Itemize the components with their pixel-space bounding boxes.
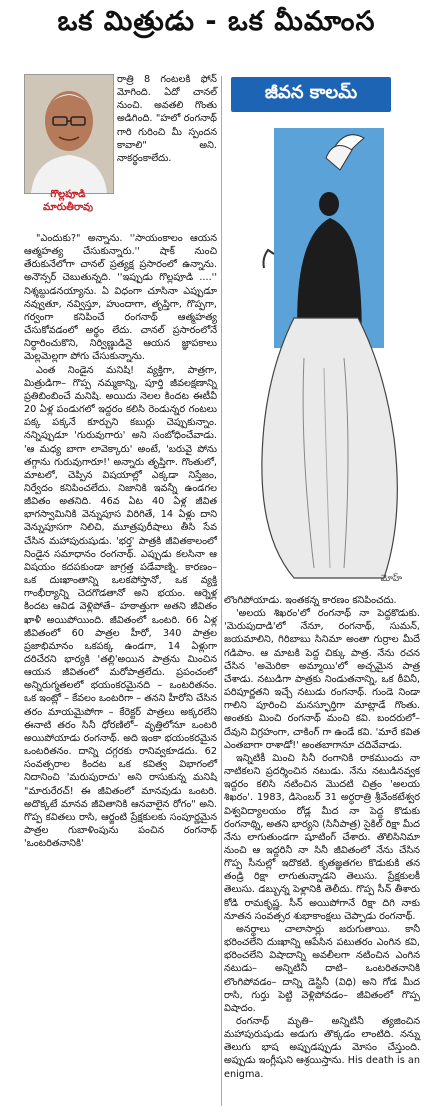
author-caption: గొల్లపూడి మారుతీరావు bbox=[42, 189, 94, 213]
right-paragraph: అనర్థాలు చాలాసార్లు జరుగుతాయి. కానీ భరించలేని దుఃఖాన్ని ఆపేసిన పటుతరం ఎంగిన కవి, భరించలేని విషాదాన్ని అవలీలగా నటించిన ఎంగిన నటుడు– అన్నిటినీ దాటి– ఒంటరితనానికి లొంగిపోవడం– దాన్ని డెస్టినీ (విధి) అని గోడ మీద రాసి, గుర్తు పెట్టి వెళ్లిపోవడం– జీవితంలో గొప్ప విషాదం. bbox=[224, 923, 420, 1014]
left-paragraph: ఎంత నిండైన మనిషి! వ్యక్తిగా, పాత్రగా, మిత్రుడిగా– గొప్ప నమ్మకాన్ని, పూర్తి జీవలక్షణాన్ని ప్రతిబింబించే మనిషి. అయిదు నెలల కిందట ఈటీవీ 20 ఏళ్ల పండుగలో ఇద్దరం కలిసి రెండున్నర గంటలు పక్క పక్కనే కూర్చుని కబుర్లు చెప్పుకున్నాం. నన్నిప్పుడూ 'గురువుగారు' అని సంబోధించేవాడు. 'ఆ మధ్య బాగా లావెక్కారు' అంటే, 'బరువై పోను తగ్గాను గురువుగారూ!' అన్నారు తృప్తిగా. గొంతులో, మాటలో, చెప్పిన విషయాల్లో ఎక్కడా నిస్తేజం, నిర్వేదం కనిపించలేదు. నిజానికి ఇవన్నీ ఉండగల జీవితం అతనిది. 46వ ఏట 40 ఏళ్ల జీవిత భాగస్వామినికి వెన్నుపూస విరిగితే, 14 ఏళ్లు దాని వెన్నుపూసగా నిలిచి, మూత్రపురీషాలు తీసి సేవ చేసిన మహాపురుషుడు. 'భర్త' పాత్రకి జీవితకాలంలో నిండైన సమాధానం రంగనాథ్. ఎప్పుడు కలసినా ఆ విషయం కదపకుండా జాగ్రత్త పడేవాణ్ని. కారణం– ఒక దుఃఖాంతాన్ని ఒలకపోస్తానో, ఒక వ్యక్తి గాంభీర్యాన్ని చెదగొడతానో అని భయం. ఆర్నెళ్ల కిందట ఆవిడ వెళ్లిపోతే– హఠాత్తుగా అతని జీవితం ఖాళీ అయిపోయింది. జీవితంలో ఒంటరి. 66 ఏళ్ల జీవితంలో 60 పాత్రల హీరో, 340 పాత్రల ప్రజాభిమానం ఒకపక్క ఉండగా, 14 ఏళ్లుగా దరిచేరని భార్యకి 'తల్లి'అయిన పాత్రను మించిన ఆయన జీవితంలో మరోపాత్రలేదు. ప్రపంచంలో అన్నిరుగ్మతలలో భయంకరమైనది – ఒంటరితనం. ఒక ఇంట్లో – కేవలం ఒంటరిగా – తనని హీరోని చేసిన తరం మాయమైపోగా – కేరెక్టర్ పాత్రలు అక్కరలేని ఈనాటి తరం సినీ ధోరణిలో– వృత్తిలోనూ ఒంటరి అయిపోయాడు రంగనాథ్. అది ఇంకా భయంకరమైన ఒంటరితనం. దాన్ని దగ్గరకు రానివ్వకూడదు. 62 సంవత్సరాల కిందట ఒక కవిత్వ విభాగంలో నిదానించి 'మరుపురాదు' అని రాసుకున్న మనిషి "మారురేరచ్! ఈ జీవితంలో మానవుడు ఒంటరి. అదొక్కటే మానవ జీవితానికి ఆనవాలైన రోగం" అని. గొప్ప కవితలు రాసి, ఆర్జంటి ప్రేక్షకులకు సంపూర్ణమైన పాత్రల గుబాళింపును పంచిన రంగనాథ్ 'ఒంటరితనానికి' bbox=[24, 364, 217, 850]
left-column bbox=[24, 232, 217, 850]
right-paragraph: రంగనాథ్ మృతి– అన్నిటినీ త్యజించిన మహాపురుషుడు అడుగు తొక్కడం లాంటిది. నన్ను తెలుగు భాష అప్పుడప్పుడు మోసం చేస్తుంది. అప్పుడు ఇంగ్లీషుని ఆశ్రయిస్తాను. His death is an enigma. bbox=[224, 1016, 420, 1080]
column-divider bbox=[221, 76, 222, 1106]
right-paragraph: 'అలయ శిఖరం'లో రంగనాథ్ నా పెద్దకొడుకు. 'మెరుపుదాడి'లో నేనూ, రంగనాథ్, సుమన్, జయమాలిని, గిరిబాబు సినిమా అంతా గుర్రాల మీదే గడిపాం. ఆ మాటకి పెద్ద చిక్కు పాత్ర. నేను రచన చేసిన 'అమెరికా అమ్మాయి'లో అచ్చమైన పాత్ర చేశాడు. నటుడిగా పాత్రకు నిండుతనాన్ని, ఒక ఠీవినీ, పరిపూర్ణతని ఇచ్చే నటుడు రంగనాథ్. గుండె నిండా గాలిని పూరించి మనస్ఫూర్తిగా మాట్లాడే గొంతు. అంతకు మించి రంగనాథ్ మంచి కవి. బందరులో–దేవుని విగ్రహంగా, చాకింగ్ గా ఉండే కవి. 'మారే కవిత ఎంతబాగా రాశాడో!' అంతబాగానూ చదివేవాడు. bbox=[224, 608, 420, 751]
left-paragraph: "ఎందుకు?" అన్నాను. ''సాయంకాలం ఆయన ఆత్మహత్య చేసుకున్నారు.'' షాక్ నుంచి తేరుకునేలోగా చానల్ ప్రత్యక్ష ప్రసారంలో ఉన్నాను. అనౌన్సర్ చెబుతున్నది. ''ఇప్పుడు గొల్లపూడి ....'' నిశ్శబ్దుడనయ్యాను. ఏ విధంగా చూసినా ఎప్పుడూ నవ్వుతూ, నవ్విస్తూ, హుందాగా, తృప్తిగా, గొప్పగా, గర్వంగా కనిపించే రంగనాథ్ ఆత్మహత్య చేసుకోవడంలో అర్థం లేదు. చానల్ ప్రసారంలోనే నిర్ధారించుకొని, నిర్విణ్ణుడినై ఆయన జ్ఞాపకాలు మెల్లమెల్లగా పోగు చేసుకున్నాను. bbox=[24, 233, 217, 363]
illustration-signature: మోహ్ bbox=[380, 574, 402, 584]
article-title: ఒక మిత్రుడు - ఒక మీమాంస bbox=[57, 6, 376, 37]
hanging-figure-illustration-icon bbox=[234, 118, 416, 588]
author-photo bbox=[24, 74, 114, 194]
intro-column bbox=[117, 73, 217, 165]
column-banner: జీవన కాలమ్ bbox=[231, 77, 391, 112]
right-paragraph: లొంగిపోయాడు. ఇంతకన్న కారణం కనిపించదు. bbox=[224, 595, 397, 606]
intro-paragraph: రాత్రి 8 గంటలకి ఫోన్ మోగింది. ఏదో చానల్ నుంచి. అవతలి గొంతు అడిగింది. "హలో రంగనాథ్ గారి గురించి మీ స్పందన కావాలి" అని. నాకర్థంకాలేదు. bbox=[117, 74, 217, 164]
right-paragraph: ఇన్నిటికీ మించి సినీ రంగానికి రాకముందు నా నాటికలని ప్రదర్శించిన నటుడు. నేను నటుడినవ్వక ఇద్దరం కలిసి నటించిన మొదటి చిత్రం 'అలయ శిఖరం'. 1983, డిసెంబర్ 31 అర్ధరాత్రి శ్రీవేంకటేశ్వర విశ్వవిద్యాలయం రోడ్ల మీద నా పెద్ద కొడుకు రంగనాథ్ని, అతని భార్యని (సినీపాత్ర) సైకిల్ రిక్షా మీద నేను లాగుతుండగా షూటింగ్ చేశారు. తొలిసినిమా నుంచి ఆ ఇద్దరినీ నా సినీ జీవితంలో నేను చేసిన గొప్ప సీనుల్లో ఇదొకటి. కృతజ్ఞతగల కొడుకుకి తన తండ్రి రిక్షా లాగుతున్నాడని తెలుసు. ప్రేక్షకులకీ తెలుసు. డబ్బున్న పెళ్లానికి తెలీదు. గొప్ప సీన్ తీశారు కోడి రామకృష్ణ. సీన్ అయిపోగానే రిక్షా దిగి నాకు నూతన సంవత్సర శుభాకాంక్షలు చెప్పాడు రంగనాథ్. bbox=[224, 752, 420, 922]
illustration bbox=[234, 118, 416, 588]
author-portrait-icon bbox=[25, 75, 113, 193]
right-column bbox=[224, 594, 420, 1081]
